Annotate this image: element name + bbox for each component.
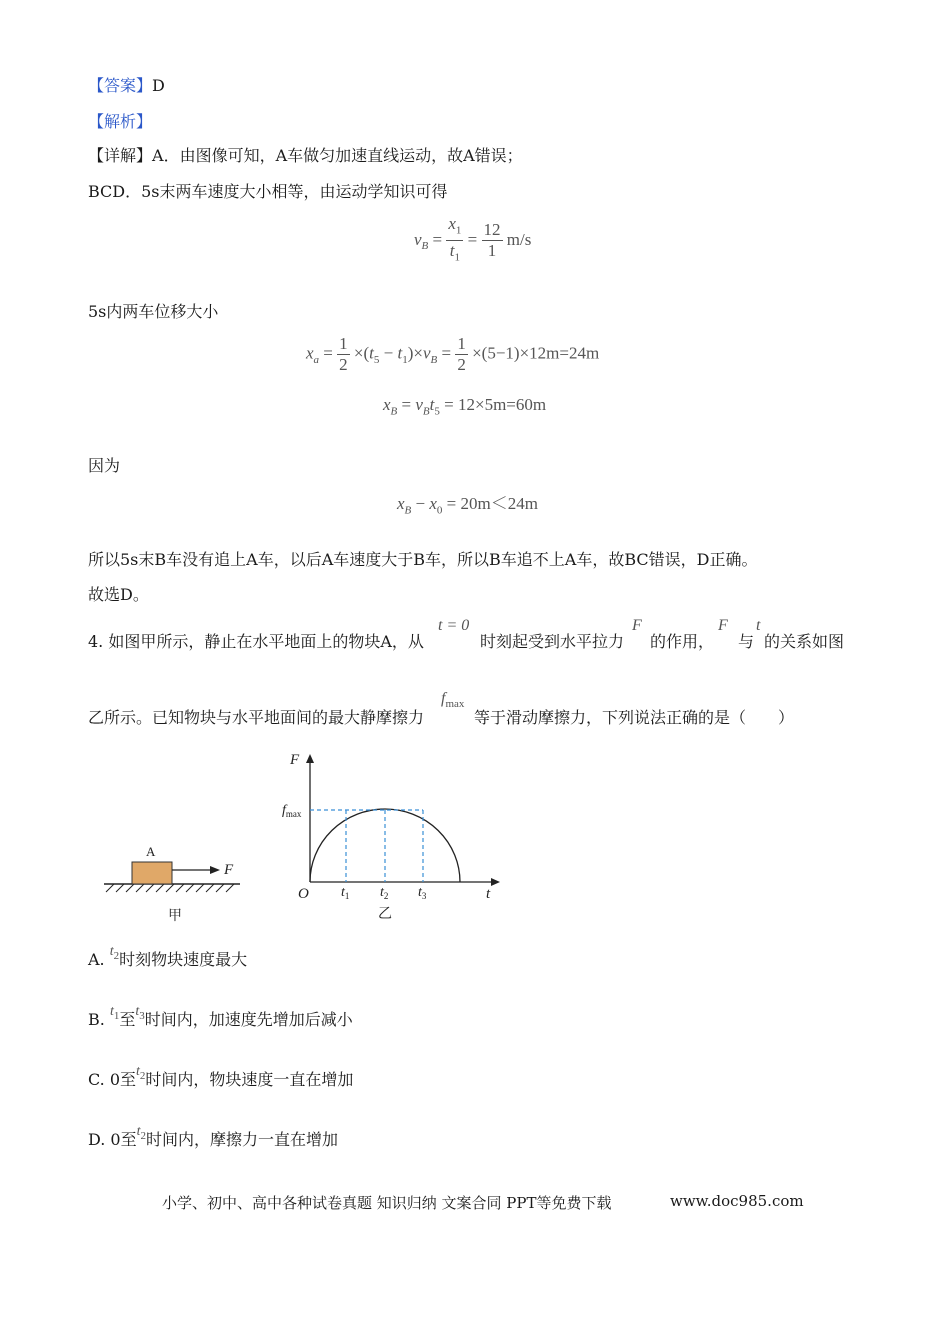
option-d-label: D. 0至: [88, 1130, 137, 1149]
option-a-var-sub: 2: [113, 949, 120, 962]
answer-tag: 【答案】: [88, 76, 153, 95]
q4-t: t: [756, 617, 761, 634]
option-b-label: B.: [88, 1010, 105, 1029]
left-caption: 甲: [168, 908, 182, 924]
eq1-den-var: t: [449, 241, 455, 261]
option-b-var2-name: t: [135, 1004, 140, 1019]
eq2-t1: t: [397, 343, 403, 363]
tick-t2-sub: 2: [383, 891, 389, 901]
option-b-var1-sub: 1: [113, 1009, 120, 1022]
eq2-half2: [455, 334, 468, 375]
eq3-lhs-sub: B: [390, 405, 398, 418]
option-b: [88, 1004, 353, 1036]
eq2-vb-sub: B: [430, 353, 438, 366]
q4-F: F: [632, 617, 642, 634]
tick-t2: [380, 885, 388, 901]
eq2-vb: v: [422, 343, 431, 363]
eq4-x0: x: [429, 494, 437, 513]
x-axis-label: t: [486, 886, 491, 902]
eq4-minus: −: [415, 494, 426, 513]
fmax-label-var: f: [282, 803, 286, 818]
option-d-var: [136, 1124, 147, 1142]
option-c-text: 时间内，物块速度一直在增加: [145, 1070, 354, 1089]
detail-text: A．由图像可知，A车做匀加速直线运动，故A错误；: [152, 146, 523, 165]
eq1-den-sub: 1: [454, 251, 461, 264]
option-b-text: 时间内，加速度先增加后减小: [144, 1010, 353, 1029]
detail-line: [88, 146, 523, 166]
tick-t2-var: t: [380, 885, 384, 900]
q4-line2a: 乙所示。已知物块与水平地面间的最大静摩擦力: [88, 708, 425, 727]
option-a-var: [109, 944, 120, 962]
eq1-unit: m/s: [506, 229, 532, 249]
figure-graph: [282, 752, 500, 922]
detail-tag: 【详解】: [88, 146, 153, 165]
eq2-t5: t: [369, 343, 374, 363]
answer-value: D: [152, 76, 165, 95]
origin-label: O: [298, 886, 309, 902]
eq1-lhs: v: [414, 229, 422, 249]
eq2-half1: [337, 334, 350, 375]
eq4-x0-sub: 0: [436, 504, 443, 517]
x-axis-arrow: [491, 878, 500, 886]
q4-figure: [90, 740, 510, 930]
option-c-var: [136, 1064, 146, 1082]
q4-t0: t = 0: [438, 617, 470, 634]
option-d-text: 时间内，摩擦力一直在增加: [146, 1130, 339, 1149]
eq2-half1-num: 1: [339, 334, 348, 353]
option-c: [88, 1064, 354, 1096]
bcd-line: BCD．5s末两车速度大小相等，由运动学知识可得: [88, 182, 448, 201]
conclusion-line: 所以5s末B车没有追上A车，以后A车速度大于B车，所以B车追不上A车，故BC错误，D正确。: [88, 550, 758, 569]
equation-xb: $x_B = v_Bt_5 = 12\times 5m=60m$: [383, 395, 547, 418]
tick-t3-sub: 3: [421, 891, 427, 901]
eq1-frac1: [446, 214, 463, 268]
eq4-xb-sub: B: [404, 504, 412, 517]
figure-block-diagram: [104, 844, 240, 924]
y-axis-arrow: [306, 754, 314, 763]
choose-line: 故选D。: [88, 585, 149, 604]
force-arrowhead: [210, 866, 220, 874]
q4-mid1: 时刻起受到水平拉力: [480, 632, 625, 651]
footer-link[interactable]: www.doc985.com: [670, 1192, 804, 1210]
option-d-var-sub: 2: [140, 1129, 147, 1142]
eq3-vb: v: [415, 395, 423, 414]
fmax-guides: [310, 810, 423, 882]
fmax-label-sub: max: [285, 809, 302, 819]
q4-tail: 的关系如图: [764, 632, 845, 651]
analysis-tag: 【解析】: [88, 112, 153, 131]
option-b-var1: [109, 1004, 120, 1022]
q4-mid2: 的作用，: [650, 632, 715, 651]
eq1-num-var: x: [448, 214, 456, 233]
q4-lead: 4. 如图甲所示，静止在水平地面上的物块A，从: [88, 632, 424, 651]
eq1-frac2: [482, 220, 503, 261]
eq1-lhs-sub: B: [421, 240, 429, 253]
tick-t3: [418, 885, 427, 901]
tick-t3-var: t: [418, 885, 422, 900]
option-b-var2-sub: 3: [139, 1009, 145, 1022]
eq2-lhs: x: [306, 343, 314, 363]
equation-velocity: $v_B$ = $\frac{x_1}{t_1}$ = $\frac{12}{1}$ m/s: [414, 214, 531, 268]
q4-line2b: 等于滑动摩擦力，下列说法正确的是（ ）: [474, 708, 795, 727]
because-line: 因为: [88, 456, 121, 475]
q4-fmax-sub: max: [445, 698, 465, 711]
eq1-num2: 12: [483, 220, 501, 240]
eq2-half2-num: 1: [457, 334, 466, 353]
q4-fmax-var: f: [441, 690, 446, 707]
block-a: [132, 862, 172, 884]
fmax-label: [282, 803, 302, 819]
eq3-t-sub: 5: [434, 405, 440, 418]
option-c-var-name: t: [136, 1064, 140, 1079]
option-b-var2: [135, 1004, 145, 1022]
q4-F2: F: [718, 617, 728, 634]
option-d: [88, 1124, 339, 1156]
equation-xa: $x_a$ = $\frac{1}{2}$ $\times(t_5 - t_1)\times v_B$ = $\frac{1}{2}$ ×(5−1)×12m=24m: [306, 334, 600, 374]
eq1-den2: 1: [487, 241, 497, 261]
y-axis-label: F: [290, 752, 300, 768]
option-a: [88, 944, 248, 976]
option-a-text: 时刻物块速度最大: [119, 950, 248, 969]
eq2-half1-den: 2: [339, 355, 348, 374]
ground-hatching: [106, 884, 234, 892]
eq4-xb: x: [397, 494, 405, 513]
eq3-vb-sub: B: [422, 405, 430, 418]
right-caption: 乙: [378, 906, 392, 922]
option-a-label: A.: [88, 950, 105, 969]
tick-t1: [341, 885, 349, 901]
eq2-lhs-sub: a: [313, 353, 320, 366]
q4-yu: 与: [738, 632, 755, 651]
eq3-t: t: [429, 395, 435, 414]
tick-t1-sub: 1: [344, 891, 350, 901]
eq2-rhs: (5−1)×12m=24m: [481, 343, 600, 363]
option-b-zhi: 至: [119, 1010, 136, 1029]
q4-fmax: [441, 690, 464, 710]
option-b-var1-name: t: [109, 1004, 114, 1019]
eq3-rhs: = 12×5m=60m: [444, 395, 547, 414]
force-label: F: [224, 862, 234, 878]
eq4-rhs: = 20m＜24m: [446, 494, 538, 513]
eq2-half2-den: 2: [457, 355, 466, 374]
block-label: A: [146, 844, 156, 859]
footer-left: 小学、初中、高中各种试卷真题 知识归纳 文案合同 PPT等免费下载: [162, 1194, 612, 1212]
option-c-label: C. 0至: [88, 1070, 137, 1089]
equation-compare: [397, 489, 538, 516]
displacement-line: 5s内两车位移大小: [88, 302, 219, 321]
option-d-var-name: t: [136, 1124, 141, 1139]
tick-t1-var: t: [341, 885, 345, 900]
eq1-num-sub: 1: [455, 224, 462, 237]
option-a-var-name: t: [109, 944, 114, 959]
answer-line: [88, 76, 165, 96]
eq2-t5-sub: 5: [373, 353, 380, 366]
eq2-t1-sub: 1: [402, 353, 408, 366]
option-c-var-sub: 2: [139, 1069, 146, 1082]
eq3-lhs: x: [383, 395, 391, 414]
